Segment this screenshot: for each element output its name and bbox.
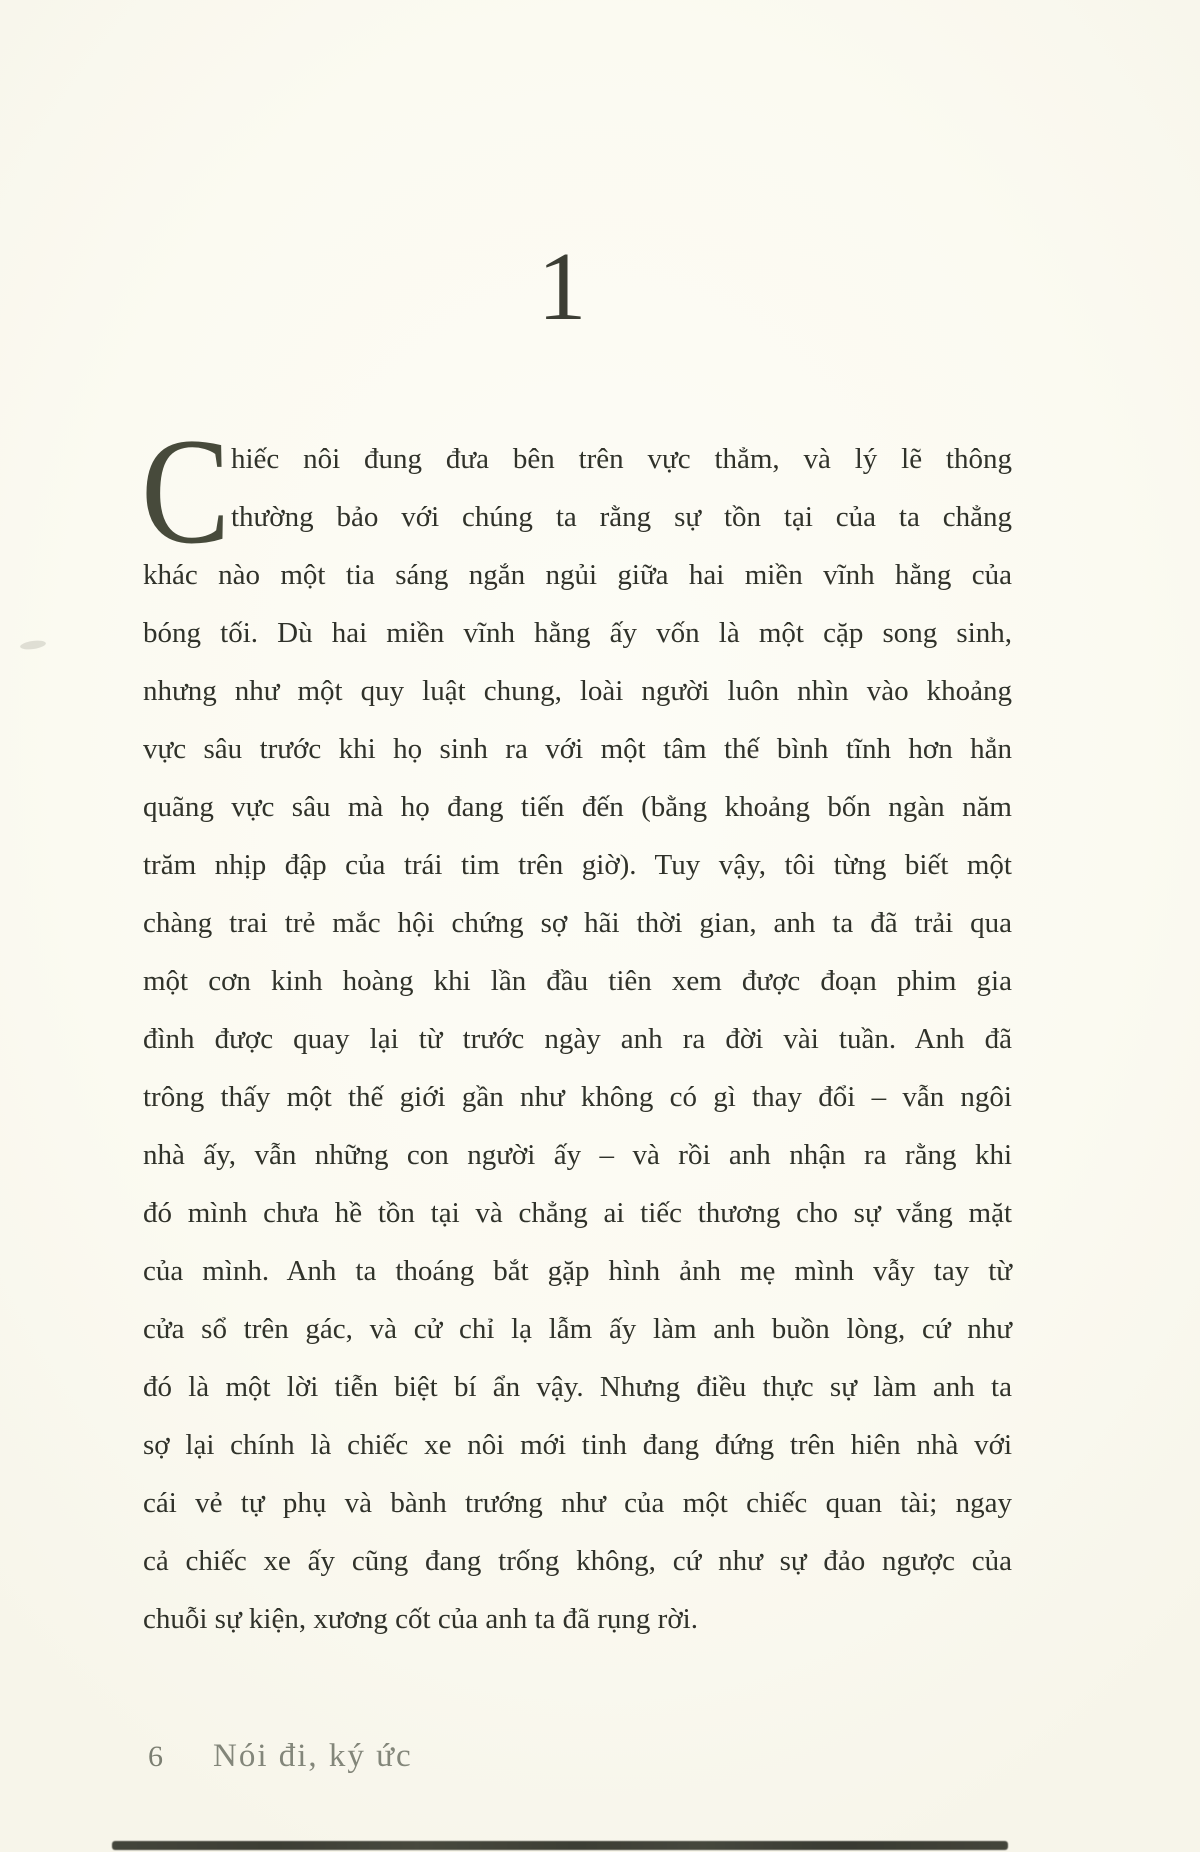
drop-cap: C [141, 407, 231, 575]
scan-edge-artifact [112, 1841, 1008, 1850]
text-line: đình được quay lại từ trước ngày anh ra đời vài tuần. Anh đã [143, 1023, 1012, 1055]
text-line: sợ lại chính là chiếc xe nôi mới tinh đang đứng trên hiên nhà với [143, 1429, 1012, 1461]
text-line: khác nào một tia sáng ngắn ngủi giữa hai miền vĩnh hằng của [143, 559, 1012, 591]
page-footer [148, 1738, 413, 1775]
scan-smudge-artifact [20, 639, 47, 651]
text-line: bóng tối. Dù hai miền vĩnh hằng ấy vốn là một cặp song sinh, [143, 617, 1012, 649]
paragraph [141, 407, 1012, 1648]
text-line: đó mình chưa hề tồn tại và chẳng ai tiếc thương cho sự vắng mặt [143, 1197, 1012, 1229]
text-line: nhà ấy, vẫn những con người ấy – và rồi anh nhận ra rằng khi [143, 1139, 1012, 1171]
text-line: đó là một lời tiễn biệt bí ẩn vậy. Nhưng điều thực sự làm anh ta [143, 1371, 1012, 1403]
text-line: cái vẻ tự phụ và bành trướng như của một chiếc quan tài; ngay [143, 1487, 1012, 1519]
text-line: vực sâu trước khi họ sinh ra với một tâm thế bình tĩnh hơn hẳn [143, 733, 1012, 765]
text-line: hiếc nôi đung đưa bên trên vực thẳm, và lý lẽ thông [231, 443, 1012, 475]
text-line: một cơn kinh hoàng khi lần đầu tiên xem được đoạn phim gia [143, 965, 1012, 997]
paragraph-lines [141, 407, 1012, 1648]
text-line: trăm nhịp đập của trái tim trên giờ). Tuy vậy, tôi từng biết một [143, 849, 1012, 881]
chapter-heading: 1 [537, 233, 589, 341]
text-line: chuỗi sự kiện, xương cốt của anh ta đã rụng rời. [143, 1603, 698, 1635]
running-title: Nói đi, ký ức [213, 1738, 413, 1774]
text-line: cả chiếc xe ấy cũng đang trống không, cứ như sự đảo ngược của [143, 1545, 1012, 1577]
text-line: trông thấy một thế giới gần như không có gì thay đổi – vẫn ngôi [143, 1081, 1012, 1113]
text-line: của mình. Anh ta thoáng bắt gặp hình ảnh mẹ mình vẫy tay từ [143, 1255, 1012, 1287]
text-line: cửa sổ trên gác, và cử chỉ lạ lẫm ấy làm anh buồn lòng, cứ như [143, 1313, 1012, 1345]
text-line: chàng trai trẻ mắc hội chứng sợ hãi thời gian, anh ta đã trải qua [143, 907, 1012, 939]
page-number: 6 [148, 1740, 163, 1773]
text-line: thường bảo với chúng ta rằng sự tồn tại của ta chẳng [231, 501, 1012, 533]
text-line: quãng vực sâu mà họ đang tiến đến (bằng khoảng bốn ngàn năm [143, 791, 1012, 823]
text-line: nhưng như một quy luật chung, loài người luôn nhìn vào khoảng [143, 675, 1012, 707]
